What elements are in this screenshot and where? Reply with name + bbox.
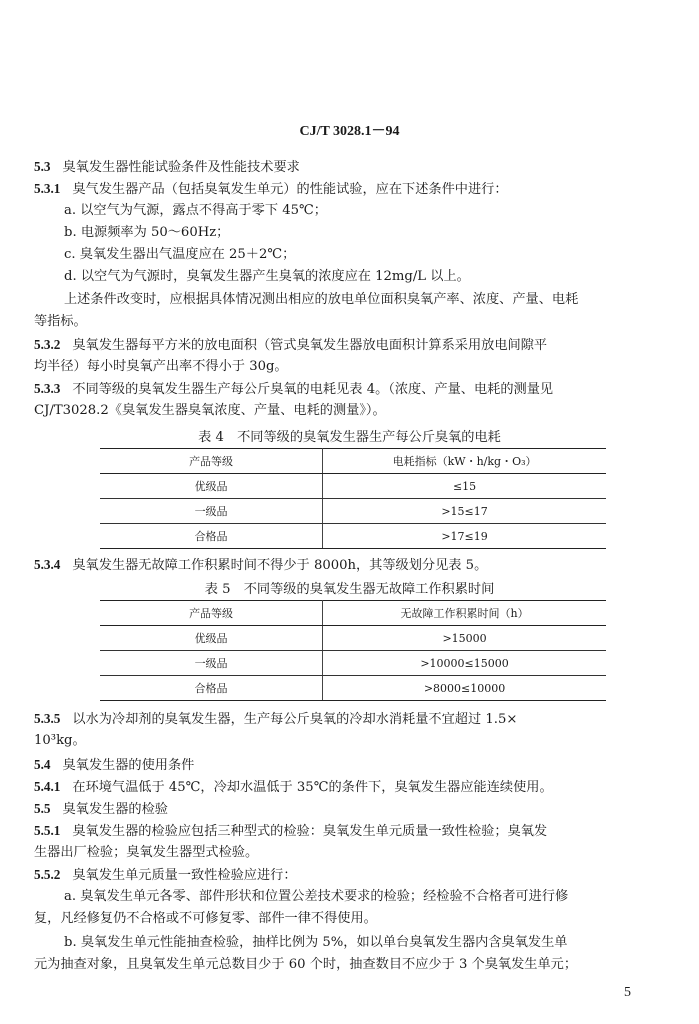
value-cell: >10000≤15000 bbox=[323, 651, 606, 676]
check-a-line-1: a. 臭氧发生单元各零、部件形状和位置公差技术要求的检验；经检验不合格者可进行修 bbox=[64, 889, 569, 904]
grade-cell: 合格品 bbox=[100, 676, 323, 701]
clause-5-3-4 bbox=[34, 556, 669, 575]
condition-a: a. 以空气为气源，露点不得高于零下 45℃； bbox=[64, 203, 327, 218]
clause-5-3-3-cont: CJ/T3028.2《臭氧发生器臭氧浓度、产量、电耗的测量》）。 bbox=[34, 403, 386, 418]
clause-number: 5.3.5 bbox=[34, 711, 61, 726]
page-number: 5 bbox=[624, 985, 631, 1000]
check-b-line-1: b. 臭氧发生单元性能抽查检验，抽样比例为 5%，如以单台臭氧发生器内含臭氧发生单 bbox=[64, 935, 568, 950]
clause-5-5-2 bbox=[34, 866, 669, 885]
clause-text: 臭气发生器产品（包括臭氧发生单元）的性能试验，应在下述条件中进行： bbox=[72, 182, 508, 197]
clause-5-3-1 bbox=[34, 180, 669, 199]
section-5-5 bbox=[34, 800, 669, 819]
clause-5-3-5-cont: 10³kg。 bbox=[34, 733, 86, 748]
table-row bbox=[100, 676, 606, 701]
section-5-3 bbox=[34, 158, 669, 177]
clause-5-3-3 bbox=[34, 380, 669, 399]
table-5-caption: 表 5 不同等级的臭氧发生器无故障工作积累时间 bbox=[204, 582, 495, 597]
clause-text: 以水为冷却剂的臭氧发生器，生产每公斤臭氧的冷却水消耗量不宜超过 1.5× bbox=[72, 712, 518, 727]
check-a-line-2: 复，凡经修复仍不合格或不可修复零、部件一律不得使用。 bbox=[34, 911, 377, 926]
value-cell: >17≤19 bbox=[323, 524, 606, 549]
section-number: 5.4 bbox=[34, 757, 51, 772]
condition-c: c. 臭氧发生器出气温度应在 25＋2℃； bbox=[64, 247, 296, 262]
condition-b: b. 电源频率为 50～60Hz； bbox=[64, 225, 230, 240]
clause-text: 臭氧发生单元质量一致性检验应进行： bbox=[72, 868, 297, 883]
clause-number: 5.3.4 bbox=[34, 557, 61, 572]
value-cell: >15≤17 bbox=[323, 499, 606, 524]
clause-5-5-1-cont: 生器出厂检验；臭氧发生器型式检验。 bbox=[34, 845, 259, 860]
grade-cell: 一级品 bbox=[100, 499, 323, 524]
check-b-line-2: 元为抽查对象，且臭氧发生单元总数目少于 60 个时，抽查数目不应少于 3 个臭氧发生单元； bbox=[34, 957, 578, 972]
table-row bbox=[100, 524, 606, 549]
column-header: 电耗指标（kW・h/kg・O₃） bbox=[323, 449, 606, 474]
clause-text: 臭氧发生器无故障工作积累时间不得少于 8000h，其等级划分见表 5。 bbox=[72, 558, 488, 573]
clause-5-3-5 bbox=[34, 710, 669, 729]
section-title: 臭氧发生器的使用条件 bbox=[62, 758, 195, 773]
table-5 bbox=[100, 600, 606, 701]
grade-cell: 优级品 bbox=[100, 626, 323, 651]
section-number: 5.3 bbox=[34, 159, 51, 174]
section-number: 5.5 bbox=[34, 801, 51, 816]
clause-5-4-1 bbox=[34, 778, 669, 797]
value-cell: ≤15 bbox=[323, 474, 606, 499]
clause-number: 5.3.3 bbox=[34, 381, 61, 396]
clause-5-3-2 bbox=[34, 336, 669, 355]
clause-5-5-1 bbox=[34, 822, 669, 841]
clause-text: 臭氧发生器每平方米的放电面积（管式臭氧发生器放电面积计算系采用放电间隙平 bbox=[72, 338, 548, 353]
column-header: 无故障工作积累时间（h） bbox=[323, 601, 606, 626]
section-title: 臭氧发生器的检验 bbox=[62, 802, 168, 817]
value-cell: >15000 bbox=[323, 626, 606, 651]
table-row bbox=[100, 651, 606, 676]
grade-cell: 合格品 bbox=[100, 524, 323, 549]
grade-cell: 一级品 bbox=[100, 651, 323, 676]
section-5-4 bbox=[34, 756, 669, 775]
clause-5-3-2-cont: 均半径）每小时臭氧产出率不得小于 30g。 bbox=[34, 359, 288, 374]
table-4 bbox=[100, 448, 606, 549]
grade-cell: 优级品 bbox=[100, 474, 323, 499]
note-line-1: 上述条件改变时，应根据具体情况测出相应的放电单位面积臭氧产率、浓度、产量、电耗 bbox=[64, 292, 579, 307]
clause-number: 5.5.2 bbox=[34, 867, 61, 882]
table-row bbox=[100, 474, 606, 499]
clause-number: 5.4.1 bbox=[34, 779, 61, 794]
condition-d: d. 以空气为气源时，臭氧发生器产生臭氧的浓度应在 12mg/L 以上。 bbox=[64, 269, 470, 284]
table-row bbox=[100, 626, 606, 651]
table-row bbox=[100, 499, 606, 524]
column-header: 产品等级 bbox=[100, 449, 323, 474]
clause-number: 5.3.2 bbox=[34, 337, 61, 352]
table-header-row bbox=[100, 601, 606, 626]
note-line-2: 等指标。 bbox=[34, 314, 87, 329]
clause-number: 5.3.1 bbox=[34, 181, 61, 196]
value-cell: >8000≤10000 bbox=[323, 676, 606, 701]
standard-header: CJ/T 3028.1－94 bbox=[299, 124, 400, 139]
table-header-row bbox=[100, 449, 606, 474]
clause-text: 不同等级的臭氧发生器生产每公斤臭氧的电耗见表 4。（浓度、产量、电耗的测量见 bbox=[72, 382, 554, 397]
column-header: 产品等级 bbox=[100, 601, 323, 626]
clause-number: 5.5.1 bbox=[34, 823, 61, 838]
section-title: 臭氧发生器性能试验条件及性能技术要求 bbox=[62, 160, 300, 175]
clause-text: 臭氧发生器的检验应包括三种型式的检验：臭氧发生单元质量一致性检验；臭氧发 bbox=[72, 824, 548, 839]
clause-text: 在环境气温低于 45℃，冷却水温低于 35℃的条件下，臭氧发生器应能连续使用。 bbox=[72, 780, 553, 795]
table-4-caption: 表 4 不同等级的臭氧发生器生产每公斤臭氧的电耗 bbox=[198, 430, 501, 445]
